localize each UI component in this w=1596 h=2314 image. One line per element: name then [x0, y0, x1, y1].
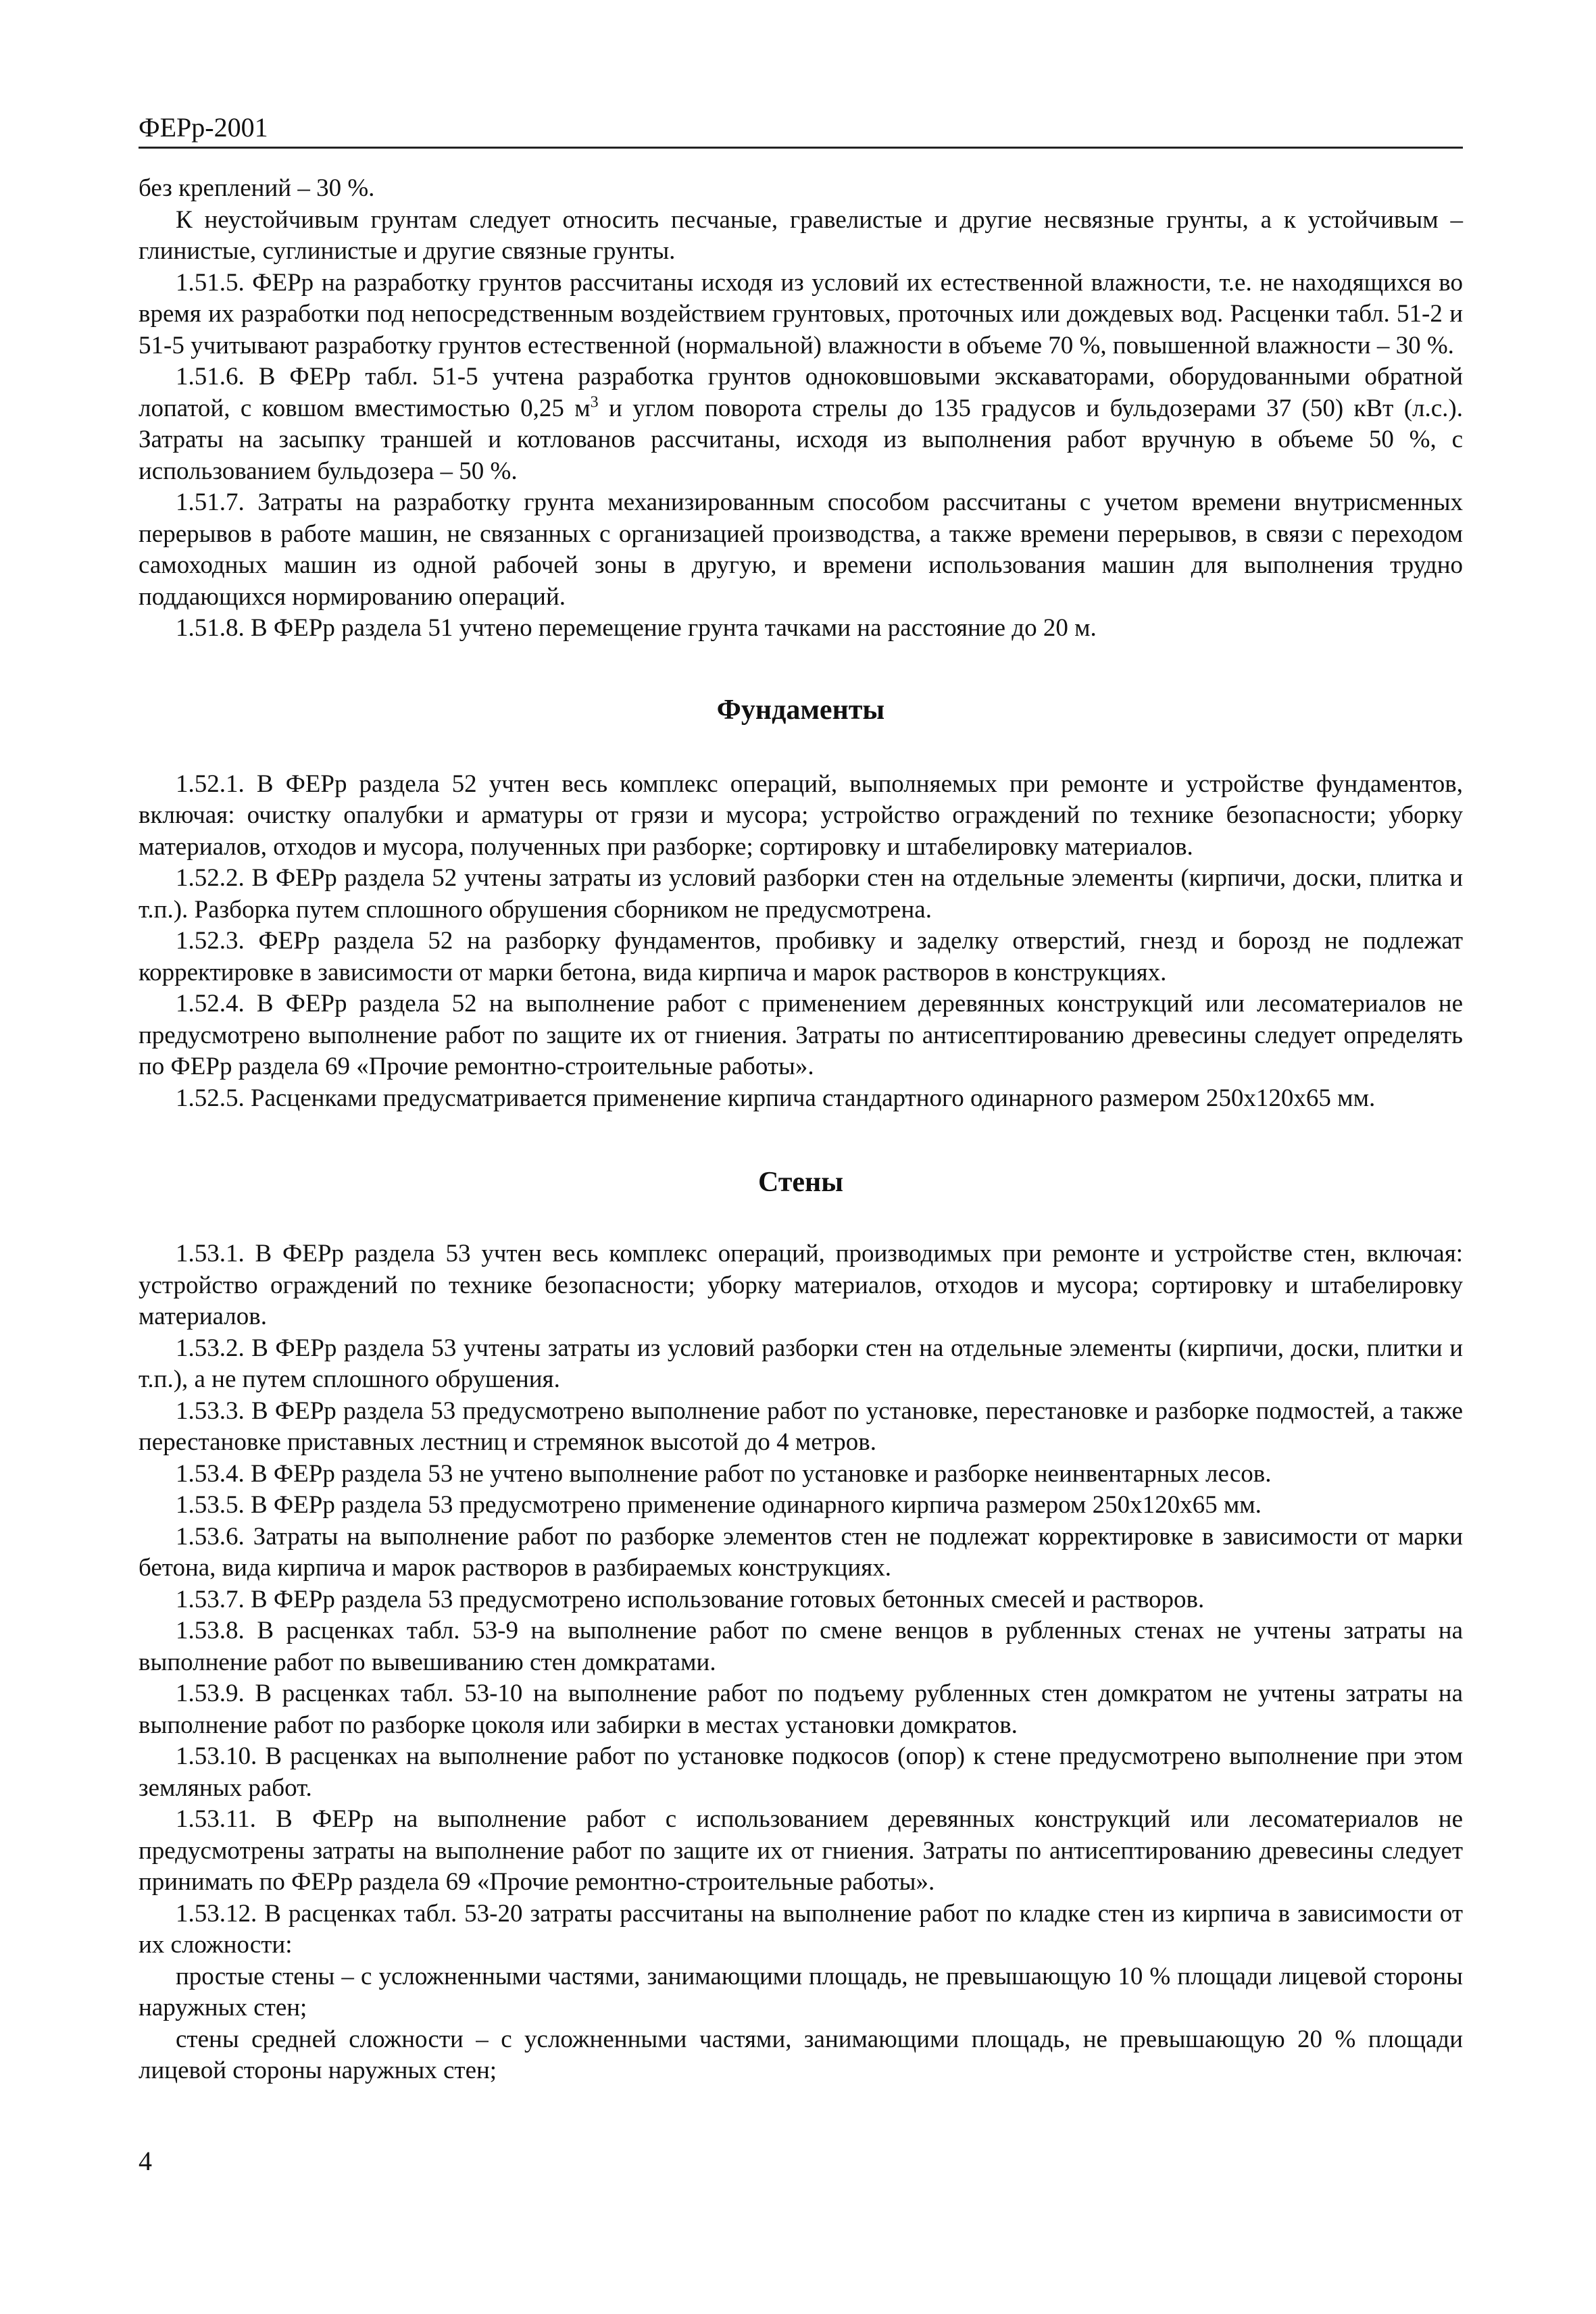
- page-number: 4: [139, 2146, 152, 2176]
- paragraph: 1.53.10. В расценках на выполнение работ по установке подкосов (опор) к стене предусмотрено выполнение при этом земляных работ.: [139, 1742, 1463, 1802]
- paragraph: 1.51.8. В ФЕРр раздела 51 учтено перемещение грунта тачками на расстояние до 20 м.: [176, 614, 1097, 642]
- section-heading: Фундаменты: [716, 694, 885, 726]
- paragraph: 1.53.12. В расценках табл. 53-20 затраты рассчитаны на выполнение работ по кладке стен из кирпича в зависимости от их сложности:: [139, 1899, 1463, 1959]
- section-heading: Стены: [757, 1167, 844, 1198]
- paragraph: 1.53.9. В расценках табл. 53-10 на выполнение работ по подъему рубленных стен домкратом не учтены затраты на выполнение работ по разборке цоколя или забирки в местах установки домкратов.: [139, 1680, 1463, 1739]
- paragraph: К неустойчивым грунтам следует относить песчаные, гравелистые и другие несвязные грунты, а к устойчивым – глинистые, суглинистые и другие связные грунты.: [139, 205, 1463, 265]
- paragraph: 1.53.5. В ФЕРр раздела 53 предусмотрено применение одинарного кирпича размером 250х120х65 мм.: [176, 1491, 1262, 1519]
- paragraph: 1.52.3. ФЕРр раздела 52 на разборку фундаментов, пробивку и заделку отверстий, гнезд и борозд не подлежат корректировке в зависимости от марки бетона, вида кирпича и марок растворов в конструкциях.: [139, 927, 1463, 986]
- paragraph: 1.51.7. Затраты на разработку грунта механизированным способом рассчитаны с учетом времени внутрисменных перерывов в работе машин, не связанных с организацией производства, а также времени перерывов, в связи с переходом самоходных машин из одной рабочей зоны в другую, и времени использования машин для выполнения трудно поддающихся нормированию операций.: [139, 488, 1463, 611]
- paragraph: 1.51.5. ФЕРр на разработку грунтов рассчитаны исходя из условий их естественной влажности, т.е. не находящихся во время их разработки под непосредственным воздействием грунтовых, проточных или дождевых вод. Расценки табл. 51-2 и 51-5 учитывают разработку грунтов естественной (нормальной) влажности в объеме 70 %, повышенной влажности – 30 %.: [139, 268, 1463, 359]
- paragraph: 1.53.2. В ФЕРр раздела 53 учтены затраты из условий разборки стен на отдельные элементы (кирпичи, доски, плитки и т.п.), а не путем сплошного обрушения.: [139, 1334, 1463, 1393]
- paragraph: простые стены – с усложненными частями, занимающими площадь, не превышающую 10 % площади лицевой стороны наружных стен;: [139, 1962, 1463, 2021]
- paragraph: 1.53.4. В ФЕРр раздела 53 не учтено выполнение работ по установке и разборке неинвентарных лесов.: [176, 1459, 1272, 1488]
- paragraph: 1.53.3. В ФЕРр раздела 53 предусмотрено выполнение работ по установке, перестановке и разборке подмостей, а также перестановке приставных лестниц и стремянок высотой до 4 метров.: [139, 1397, 1463, 1456]
- paragraph: 1.53.1. В ФЕРр раздела 53 учтен весь комплекс операций, производимых при ремонте и устройстве стен, включая: устройство ограждений по технике безопасности; уборку материалов, отходов и мусора; сортировку и штабелировку материалов.: [139, 1240, 1463, 1330]
- superscript: 3: [590, 393, 599, 411]
- paragraph: 1.52.4. В ФЕРр раздела 52 на выполнение работ с применением деревянных конструкций или лесоматериалов не предусмотрено выполнение работ по защите их от гниения. Затраты по антисептированию древесины следует определять по ФЕРр раздела 69 «Прочие ремонтно-строительные работы».: [139, 990, 1463, 1080]
- paragraph: 1.52.1. В ФЕРр раздела 52 учтен весь комплекс операций, выполняемых при ремонте и устройстве фундаментов, включая: очистку опалубки и арматуры от грязи и мусора; устройство ограждений по технике безопасности; уборку материалов, отходов и мусора, полученных при разборке; сортировку и штабелировку материалов.: [139, 770, 1463, 861]
- text-run: и углом поворота стрелы до 135 градусов и бульдозерами 37 (50) кВт (л.с.). Затраты на засыпку траншей и котлованов рассчитаны, исходя из выполнения работ вручную в объеме 50 %, с использованием бульдозера – 50 %.: [139, 394, 1463, 485]
- text-run: 1.51.6. В ФЕРр табл. 51-5 учтена разработка грунтов одноковшовыми экскаваторами, оборудованными обратной лопатой, с ковшом вместимостью 0,25 м: [139, 363, 1463, 422]
- paragraph: 1.52.2. В ФЕРр раздела 52 учтены затраты из условий разборки стен на отдельные элементы (кирпичи, доски, плитка и т.п.). Разборка путем сплошного обрушения сборником не предусмотрена.: [139, 864, 1463, 924]
- document-body: [139, 173, 1463, 2087]
- paragraph: 1.52.5. Расценками предусматривается применение кирпича стандартного одинарного размером 250х120х65 мм.: [176, 1084, 1376, 1112]
- paragraph: 1.53.6. Затраты на выполнение работ по разборке элементов стен не подлежат корректировке в зависимости от марки бетона, вида кирпича и марок растворов в разбираемых конструкциях.: [139, 1522, 1463, 1582]
- paragraph: 1.53.11. В ФЕРр на выполнение работ с использованием деревянных конструкций или лесоматериалов не предусмотрены затраты на выполнение работ по защите их от гниения. Затраты по антисептированию древесины следует принимать по ФЕРр раздела 69 «Прочие ремонтно-строительные работы».: [139, 1805, 1463, 1896]
- paragraph: 1.53.8. В расценках табл. 53-9 на выполнение работ по смене венцов в рубленных стенах не учтены затраты на выполнение работ по вывешиванию стен домкратами.: [139, 1617, 1463, 1676]
- document-page: [139, 111, 1463, 2087]
- paragraph: без креплений – 30 %.: [139, 174, 375, 202]
- paragraph: 1.53.7. В ФЕРр раздела 53 предусмотрено использование готовых бетонных смесей и растворов.: [176, 1585, 1205, 1613]
- running-header: ФЕРр-2001: [139, 111, 1463, 149]
- paragraph: стены средней сложности – с усложненными частями, занимающими площадь, не превышающую 20 % площади лицевой стороны наружных стен;: [139, 2025, 1463, 2084]
- paragraph: [139, 361, 1463, 487]
